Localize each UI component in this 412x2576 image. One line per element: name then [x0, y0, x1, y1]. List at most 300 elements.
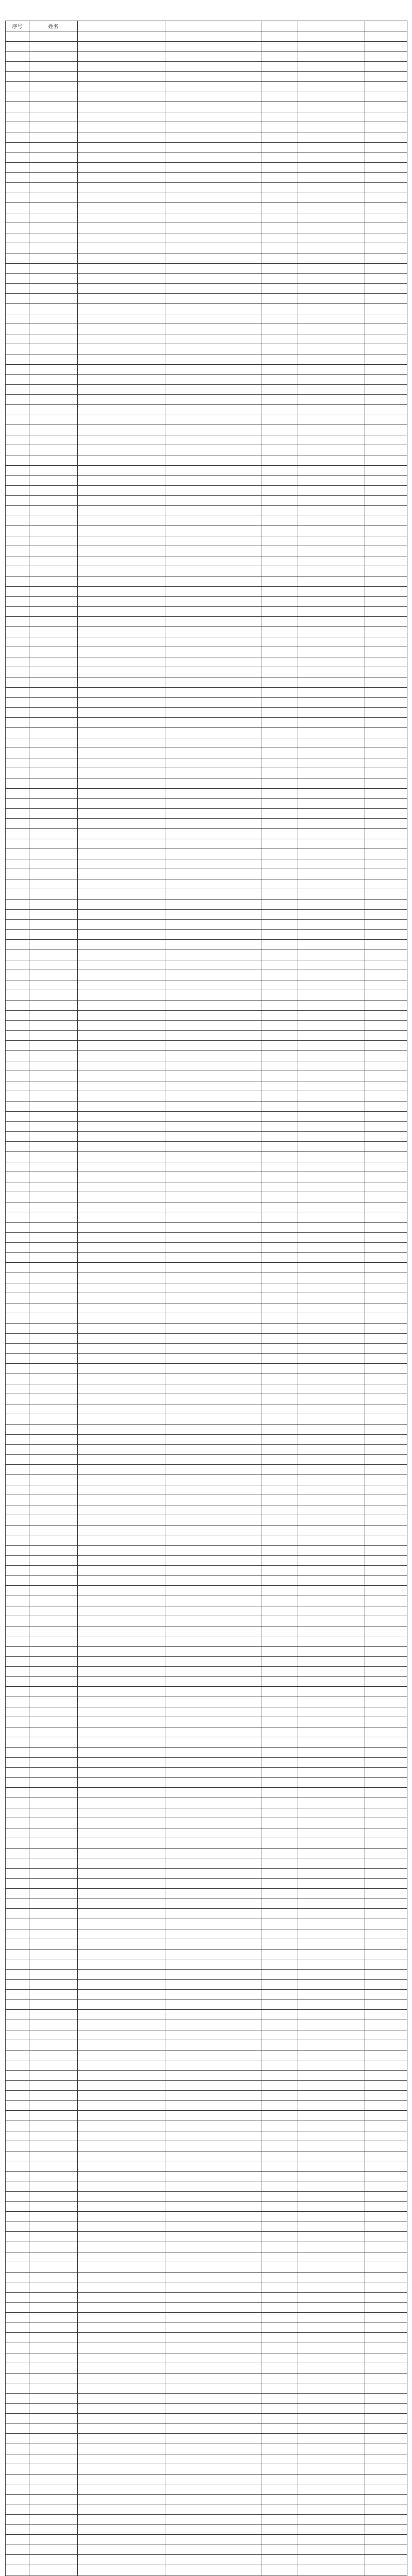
table-cell	[78, 1858, 165, 1869]
table-cell	[365, 1970, 407, 1980]
table-row	[6, 718, 407, 728]
table-cell	[262, 1747, 298, 1757]
table-row	[6, 586, 407, 597]
table-cell	[78, 142, 165, 152]
table-cell	[6, 324, 29, 334]
table-cell	[78, 1929, 165, 1939]
table-cell	[262, 2010, 298, 2020]
table-row	[6, 61, 407, 72]
table-cell	[78, 909, 165, 920]
table-row	[6, 748, 407, 758]
table-cell	[29, 2111, 78, 2121]
table-cell	[6, 1404, 29, 1414]
table-cell	[6, 920, 29, 930]
table-cell	[29, 334, 78, 344]
table-cell	[165, 2091, 262, 2101]
table-cell	[298, 1010, 365, 1021]
table-cell	[365, 718, 407, 728]
table-cell	[262, 799, 298, 809]
table-cell	[262, 2535, 298, 2545]
table-cell	[165, 1636, 262, 1647]
table-cell	[262, 1788, 298, 1798]
table-cell	[78, 828, 165, 839]
table-cell	[165, 2333, 262, 2343]
table-cell	[262, 2524, 298, 2535]
table-cell	[262, 112, 298, 122]
table-row	[6, 1243, 407, 1253]
table-cell	[6, 2100, 29, 2111]
table-cell	[298, 929, 365, 940]
table-cell	[78, 566, 165, 577]
table-cell	[298, 2545, 365, 2555]
table-cell	[298, 1091, 365, 1101]
table-cell	[78, 1828, 165, 1838]
table-cell	[6, 465, 29, 476]
table-cell	[165, 1970, 262, 1980]
table-cell	[298, 2293, 365, 2303]
table-cell	[78, 677, 165, 688]
table-row	[6, 2545, 407, 2555]
table-cell	[29, 546, 78, 556]
table-cell	[6, 1828, 29, 1838]
table-cell	[365, 748, 407, 758]
table-cell	[6, 1575, 29, 1586]
table-row	[6, 314, 407, 324]
table-cell	[78, 1848, 165, 1858]
table-cell	[262, 1636, 298, 1647]
table-cell	[298, 1939, 365, 1950]
table-row	[6, 2161, 407, 2172]
table-cell	[165, 2141, 262, 2151]
table-cell	[29, 970, 78, 980]
table-cell	[29, 808, 78, 819]
table-row	[6, 1889, 407, 1899]
table-row	[6, 354, 407, 365]
table-cell	[262, 1707, 298, 1717]
table-cell	[298, 364, 365, 375]
table-cell	[262, 283, 298, 294]
table-cell	[29, 879, 78, 889]
table-cell	[78, 900, 165, 910]
table-cell	[78, 2201, 165, 2212]
table-cell	[165, 1667, 262, 1677]
table-cell	[78, 667, 165, 677]
table-cell	[29, 637, 78, 647]
table-cell	[262, 485, 298, 496]
table-cell	[78, 445, 165, 455]
table-row	[6, 2555, 407, 2565]
table-cell	[6, 1909, 29, 1919]
table-cell	[29, 1374, 78, 1384]
table-row	[6, 223, 407, 233]
table-row	[6, 2434, 407, 2444]
table-row	[6, 435, 407, 445]
table-cell	[78, 102, 165, 112]
table-cell	[262, 2060, 298, 2071]
table-cell	[165, 970, 262, 980]
table-row	[6, 2343, 407, 2353]
table-cell	[6, 1959, 29, 1970]
table-row	[6, 455, 407, 465]
table-cell	[298, 1919, 365, 1929]
table-cell	[365, 2040, 407, 2050]
table-row	[6, 808, 407, 819]
table-cell	[298, 2343, 365, 2353]
table-cell	[29, 1727, 78, 1737]
table-cell	[365, 516, 407, 526]
table-cell	[29, 1434, 78, 1445]
table-cell	[6, 1485, 29, 1495]
table-row	[6, 2181, 407, 2192]
table-row	[6, 1838, 407, 1849]
table-cell	[365, 799, 407, 809]
table-cell	[29, 223, 78, 233]
table-cell	[29, 2293, 78, 2303]
table-cell	[78, 496, 165, 506]
table-cell	[262, 597, 298, 607]
table-cell	[29, 839, 78, 849]
table-cell	[298, 2242, 365, 2252]
table-cell	[6, 1324, 29, 1334]
table-cell	[365, 2434, 407, 2444]
table-row	[6, 132, 407, 142]
table-cell	[298, 1081, 365, 1091]
table-cell	[78, 415, 165, 425]
table-cell	[365, 1575, 407, 1586]
table-cell	[29, 2091, 78, 2101]
table-cell	[78, 920, 165, 930]
table-cell	[365, 2050, 407, 2060]
table-row	[6, 1071, 407, 1081]
table-cell	[29, 1878, 78, 1889]
table-cell	[78, 1656, 165, 1667]
table-cell	[365, 1990, 407, 2000]
table-cell	[78, 1687, 165, 1697]
table-cell	[165, 92, 262, 102]
table-cell	[365, 344, 407, 354]
table-cell	[298, 2060, 365, 2071]
table-cell	[29, 1970, 78, 1980]
table-cell	[165, 1394, 262, 1404]
table-cell	[29, 2020, 78, 2030]
table-cell	[6, 758, 29, 768]
table-cell	[78, 485, 165, 496]
table-cell	[29, 2333, 78, 2343]
table-cell	[262, 344, 298, 354]
table-cell	[298, 2171, 365, 2181]
table-cell	[165, 1232, 262, 1243]
table-row	[6, 1394, 407, 1404]
table-cell	[262, 2414, 298, 2424]
table-cell	[365, 2100, 407, 2111]
table-cell	[165, 1050, 262, 1061]
table-cell	[262, 2171, 298, 2181]
table-cell	[6, 2010, 29, 2020]
table-cell	[298, 577, 365, 587]
table-cell	[165, 1041, 262, 1051]
table-cell	[365, 1101, 407, 1111]
table-row	[6, 1001, 407, 1011]
table-cell	[165, 577, 262, 587]
table-cell	[262, 748, 298, 758]
table-cell	[298, 1878, 365, 1889]
table-cell	[298, 1353, 365, 1364]
table-cell	[165, 606, 262, 617]
table-cell	[262, 960, 298, 970]
table-cell	[365, 314, 407, 324]
table-cell	[165, 1828, 262, 1838]
table-cell	[262, 839, 298, 849]
table-row	[6, 2302, 407, 2313]
table-cell	[29, 960, 78, 970]
table-cell	[78, 112, 165, 122]
table-cell	[262, 920, 298, 930]
table-cell	[262, 375, 298, 385]
table-cell	[298, 1929, 365, 1939]
table-cell	[365, 2060, 407, 2071]
table-cell	[298, 768, 365, 778]
table-cell	[78, 1151, 165, 1162]
table-cell	[262, 2050, 298, 2060]
table-row	[6, 2393, 407, 2403]
table-cell	[165, 1889, 262, 1899]
table-row	[6, 606, 407, 617]
table-cell	[165, 2100, 262, 2111]
table-cell	[365, 1232, 407, 1243]
table-cell	[29, 112, 78, 122]
table-cell	[165, 960, 262, 970]
table-row	[6, 1252, 407, 1263]
table-cell	[365, 1303, 407, 1313]
table-cell	[6, 92, 29, 102]
header-row	[6, 21, 407, 31]
table-cell	[165, 808, 262, 819]
table-cell	[78, 1010, 165, 1021]
table-cell	[298, 920, 365, 930]
table-cell	[298, 2393, 365, 2403]
table-cell	[6, 102, 29, 112]
table-cell	[262, 243, 298, 253]
table-row	[6, 152, 407, 163]
table-cell	[262, 1606, 298, 1616]
table-cell	[165, 1555, 262, 1566]
table-row	[6, 193, 407, 203]
table-cell	[262, 2181, 298, 2192]
table-cell	[365, 2282, 407, 2293]
table-cell	[262, 1647, 298, 1657]
table-cell	[165, 81, 262, 92]
table-cell	[6, 2171, 29, 2181]
table-row	[6, 344, 407, 354]
table-cell	[165, 1313, 262, 1324]
table-cell	[29, 1606, 78, 1616]
table-cell	[29, 516, 78, 526]
table-cell	[29, 1495, 78, 1505]
table-cell	[6, 243, 29, 253]
table-cell	[365, 788, 407, 799]
table-cell	[29, 1566, 78, 1576]
table-cell	[298, 1808, 365, 1818]
table-cell	[165, 2414, 262, 2424]
table-cell	[165, 1909, 262, 1919]
table-cell	[365, 1798, 407, 1808]
table-row	[6, 2080, 407, 2091]
table-cell	[298, 2302, 365, 2313]
table-cell	[165, 1172, 262, 1182]
table-cell	[29, 536, 78, 546]
table-cell	[29, 1252, 78, 1263]
table-cell	[6, 2343, 29, 2353]
table-cell	[165, 768, 262, 778]
table-cell	[29, 2393, 78, 2403]
table-cell	[29, 465, 78, 476]
table-row	[6, 1404, 407, 1414]
table-cell	[365, 1475, 407, 1485]
table-cell	[298, 2454, 365, 2464]
table-cell	[262, 1021, 298, 1031]
table-cell	[262, 889, 298, 900]
table-cell	[262, 1495, 298, 1505]
table-row	[6, 2040, 407, 2050]
table-cell	[78, 2020, 165, 2030]
table-cell	[298, 2272, 365, 2282]
table-row	[6, 556, 407, 566]
table-row	[6, 1273, 407, 1283]
table-cell	[262, 2091, 298, 2101]
table-cell	[6, 1747, 29, 1757]
table-cell	[29, 1404, 78, 1414]
table-cell	[78, 808, 165, 819]
table-cell	[262, 2565, 298, 2575]
table-row	[6, 1495, 407, 1505]
table-cell	[78, 2383, 165, 2394]
table-cell	[29, 31, 78, 42]
table-cell	[365, 2444, 407, 2454]
table-cell	[6, 1979, 29, 1990]
table-cell	[165, 294, 262, 304]
table-cell	[298, 1667, 365, 1677]
table-cell	[262, 1232, 298, 1243]
table-cell	[365, 1313, 407, 1324]
table-row	[6, 869, 407, 879]
table-cell	[298, 2424, 365, 2434]
table-row	[6, 1828, 407, 1838]
table-cell	[365, 606, 407, 617]
table-cell	[78, 2010, 165, 2020]
table-cell	[29, 1182, 78, 1192]
table-cell	[298, 1030, 365, 1041]
table-cell	[365, 1384, 407, 1394]
table-cell	[298, 2222, 365, 2232]
table-cell	[365, 980, 407, 990]
table-cell	[78, 1192, 165, 1202]
table-cell	[262, 879, 298, 889]
table-row	[6, 536, 407, 546]
table-cell	[298, 586, 365, 597]
table-cell	[165, 2555, 262, 2565]
table-cell	[365, 727, 407, 738]
table-cell	[365, 1697, 407, 1707]
table-cell	[262, 2201, 298, 2212]
table-cell	[365, 1596, 407, 1606]
table-cell	[165, 1979, 262, 1990]
table-cell	[29, 1394, 78, 1404]
table-cell	[78, 2565, 165, 2575]
table-row	[6, 1091, 407, 1101]
table-row	[6, 1656, 407, 1667]
table-row	[6, 1878, 407, 1889]
table-cell	[78, 1889, 165, 1899]
table-cell	[78, 2080, 165, 2091]
table-cell	[298, 597, 365, 607]
table-cell	[298, 1697, 365, 1707]
table-cell	[165, 2474, 262, 2484]
table-cell	[298, 2504, 365, 2515]
table-cell	[165, 2363, 262, 2374]
table-cell	[165, 2050, 262, 2060]
table-cell	[365, 485, 407, 496]
table-cell	[365, 1737, 407, 1748]
table-cell	[298, 1727, 365, 1737]
table-cell	[365, 1939, 407, 1950]
table-cell	[262, 2100, 298, 2111]
table-cell	[78, 546, 165, 556]
table-cell	[298, 970, 365, 980]
table-cell	[298, 1071, 365, 1081]
table-cell	[165, 667, 262, 677]
table-row	[6, 2030, 407, 2040]
table-cell	[262, 1970, 298, 1980]
table-cell	[165, 516, 262, 526]
table-row	[6, 970, 407, 980]
table-cell	[365, 889, 407, 900]
table-cell	[165, 929, 262, 940]
table-cell	[165, 2313, 262, 2323]
table-cell	[29, 1465, 78, 1475]
table-cell	[78, 2535, 165, 2545]
table-cell	[78, 1747, 165, 1757]
table-cell	[298, 1777, 365, 1788]
table-cell	[29, 375, 78, 385]
table-cell	[78, 1465, 165, 1475]
table-row	[6, 2131, 407, 2141]
table-cell	[165, 2060, 262, 2071]
table-cell	[29, 415, 78, 425]
table-cell	[365, 1768, 407, 1778]
table-cell	[262, 1202, 298, 1212]
table-cell	[29, 677, 78, 688]
table-row	[6, 1232, 407, 1243]
table-cell	[6, 940, 29, 950]
table-cell	[78, 354, 165, 365]
table-cell	[165, 2393, 262, 2403]
table-cell	[365, 1162, 407, 1172]
table-cell	[165, 324, 262, 334]
table-cell	[262, 1737, 298, 1748]
table-cell	[298, 505, 365, 516]
table-cell	[165, 1687, 262, 1697]
table-cell	[298, 1273, 365, 1283]
table-cell	[6, 2414, 29, 2424]
table-cell	[262, 667, 298, 677]
table-cell	[6, 182, 29, 193]
table-cell	[298, 1909, 365, 1919]
table-row	[6, 778, 407, 788]
table-cell	[6, 2323, 29, 2333]
table-cell	[6, 1869, 29, 1879]
table-cell	[298, 122, 365, 132]
table-cell	[165, 263, 262, 274]
